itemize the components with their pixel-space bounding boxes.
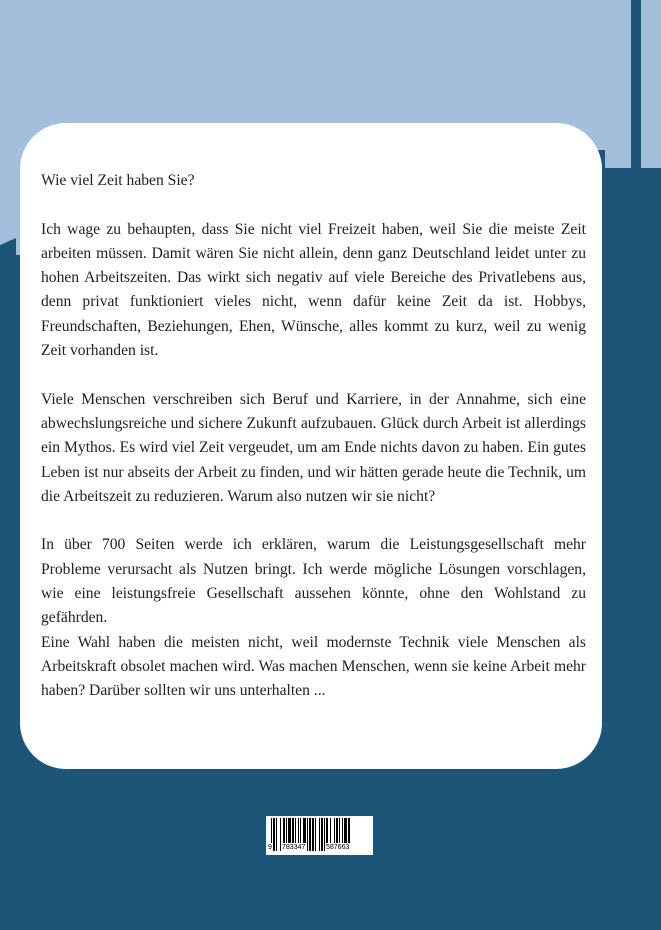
blurb-title: Wie viel Zeit haben Sie? [41, 172, 195, 189]
barcode-left-digits: 783347 [282, 844, 306, 851]
barcode-bar [273, 818, 275, 851]
barcode-bar [307, 818, 308, 851]
blurb-paragraph-3: In über 700 Seiten werde ich erklären, warum die Leistungsgesellschaft mehr Probleme verursacht als Nutzen bringt. Ich werde mögliche Lösungen vorschlagen, wie eine leistungsfreie Gesellschaft aussehen könnte, ohne den Wohlstand zu gefährden. [41, 536, 586, 627]
barcode-bar [315, 818, 316, 851]
barcode-bar [309, 818, 311, 851]
barcode-bar [276, 818, 277, 851]
back-cover-text-card [20, 123, 602, 769]
blurb-paragraph-2: Viele Menschen verschreiben sich Beruf und Karriere, in der Annahme, sich eine abwechslungsreiche und sichere Zukunft aufzubauen. Glück durch Arbeit ist allerdings ein Mythos. Es wird viel Zeit vergeudet, um am Ende nichts davon zu haben. Ein gutes Leben ist nur abseits der Arbeit zu finden, und wir hätten gerade heute die Technik, um die Arbeitszeit zu reduzieren. Warum also nutzen wir sie nicht? [41, 390, 586, 505]
barcode-bar [319, 818, 320, 851]
isbn-barcode [266, 816, 373, 855]
blurb-paragraph-4: Eine Wahl haben die meisten nicht, weil modernste Technik viele Menschen als Arbeitskraft obsolet machen wird. Was machen Menschen, wenn sie keine Arbeit mehr haben? Darüber sollten wir uns unterhalten ... [41, 633, 586, 700]
blurb-paragraph-1: Ich wage zu behaupten, dass Sie nicht viel Freizeit haben, weil Sie die meiste Zeit arbeiten müssen. Damit wären Sie nicht allein, denn ganz Deutschland leidet unter zu hohen Arbeitszeiten. Das wirkt sich negativ auf viele Bereiche des Privatlebens aus, denn privat funktioniert vieles nicht, wenn dafür keine Zeit da ist. Hobbys, Freundschaften, Beziehungen, Ehen, Wünsche, alles kommt zu kurz, weil zu wenig Zeit vorhanden ist. [41, 220, 586, 360]
barcode-lead-digit: 9 [268, 844, 272, 851]
barcode-bar [321, 818, 323, 851]
barcode-bar [312, 818, 314, 851]
barcode-right-digits: 587663 [326, 844, 350, 851]
